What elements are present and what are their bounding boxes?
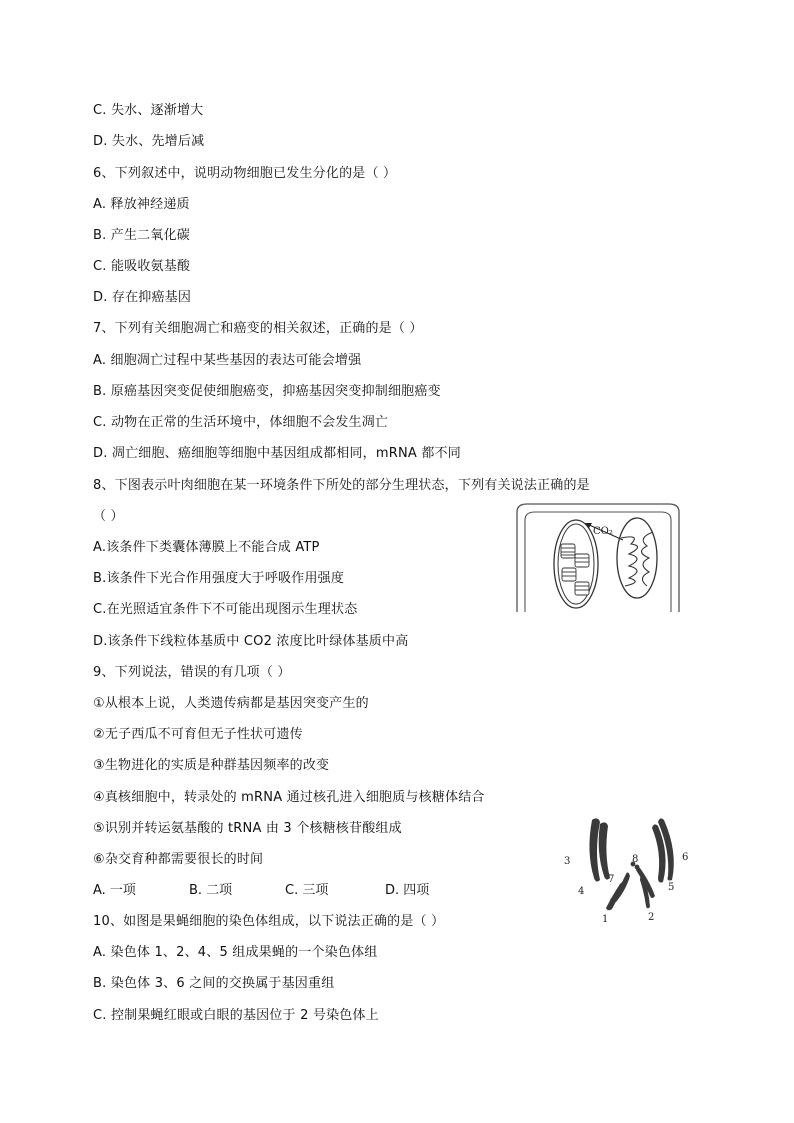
chromosome-label-8: 8 (632, 854, 639, 865)
chromosome-4 (589, 818, 600, 881)
q6-option-a: A. 释放神经递质 (93, 197, 190, 212)
q9-statement-2: ②无子西瓜不可育但无子性状可遗传 (93, 727, 303, 742)
q8-option-b: B.该条件下光合作用强度大于呼吸作用强度 (93, 571, 345, 586)
chromosome-diagram (560, 812, 695, 927)
q9-statement-3: ③生物进化的实质是种群基因频率的改变 (93, 758, 330, 773)
q9-statement-1: ①从根本上说，人类遗传病都是基因突变产生的 (93, 696, 369, 711)
q10-option-c: C. 控制果蝇红眼或白眼的基因位于 2 号染色体上 (93, 1008, 379, 1023)
chromosome-label-5: 5 (668, 882, 675, 893)
chromosome-label-4: 4 (578, 886, 585, 897)
chromosome-label-3: 3 (564, 856, 571, 867)
q6-option-b: B. 产生二氧化碳 (93, 228, 190, 243)
q10-option-b: B. 染色体 3、6 之间的交换属于基因重组 (93, 976, 335, 991)
q9-options-row (93, 883, 429, 899)
q7-option-c: C. 动物在正常的生活环境中，体细胞不会发生凋亡 (93, 415, 389, 430)
q9-option-a: A. 一项 (93, 883, 136, 898)
question-9-stem: 9、下列说法，错误的有几项（ ） (93, 665, 291, 680)
q9-statement-4: ④真核细胞中，转录处的 mRNA 通过核孔进入细胞质与核糖体结合 (93, 790, 485, 805)
q5-option-d: D. 失水、先增后减 (93, 134, 205, 149)
question-6-stem: 6、下列叙述中，说明动物细胞已发生分化的是（ ） (93, 166, 397, 181)
q10-option-a: A. 染色体 1、2、4、5 组成果蝇的一个染色体组 (93, 945, 378, 960)
q8-option-a: A.该条件下类囊体薄膜上不能合成 ATP (93, 540, 320, 555)
question-7-stem: 7、下列有关细胞凋亡和癌变的相关叙述，正确的是（ ） (93, 321, 423, 336)
chromosome-3 (599, 822, 610, 879)
chromosome-label-2: 2 (648, 912, 655, 923)
q9-statement-5: ⑤识别并转运氨基酸的 tRNA 由 3 个核糖核苷酸组成 (93, 821, 402, 836)
q7-option-d: D. 凋亡细胞、癌细胞等细胞中基因组成都相同，mRNA 都不同 (93, 446, 461, 461)
chromosome-1 (606, 882, 624, 910)
co2-label: CO₂ (593, 526, 613, 537)
cell-organelle-diagram (513, 498, 683, 612)
q6-option-d: D. 存在抑癌基因 (93, 290, 192, 305)
question-10-stem: 10、如图是果蝇细胞的染色体组成，以下说法正确的是（ ） (93, 914, 445, 929)
q6-option-c: C. 能吸收氨基酸 (93, 259, 191, 274)
question-8-bracket: （ ） (93, 509, 124, 524)
q5-option-c: C. 失水、逐渐增大 (93, 103, 204, 118)
q9-option-d: D. 四项 (385, 883, 430, 898)
chromosome-label-7: 7 (608, 874, 615, 885)
q9-option-c: C. 三项 (285, 883, 329, 898)
q8-option-d: D.该条件下线粒体基质中 CO2 浓度比叶绿体基质中高 (93, 634, 409, 649)
q7-option-b: B. 原癌基因突变促使细胞癌变，抑癌基因突变抑制细胞癌变 (93, 384, 441, 399)
q9-statement-6: ⑥杂交育种都需要很长的时间 (93, 852, 264, 867)
q9-option-b: B. 二项 (189, 883, 233, 898)
q7-option-a: A. 细胞凋亡过程中某些基因的表达可能会增强 (93, 353, 362, 368)
q8-option-c: C.在光照适宜条件下不可能出现图示生理状态 (93, 602, 358, 617)
question-8-stem: 8、下图表示叶肉细胞在某一环境条件下所处的部分生理状态，下列有关说法正确的是 (93, 478, 590, 493)
chromosome-label-6: 6 (682, 852, 689, 863)
chromosome-label-1: 1 (602, 914, 609, 925)
